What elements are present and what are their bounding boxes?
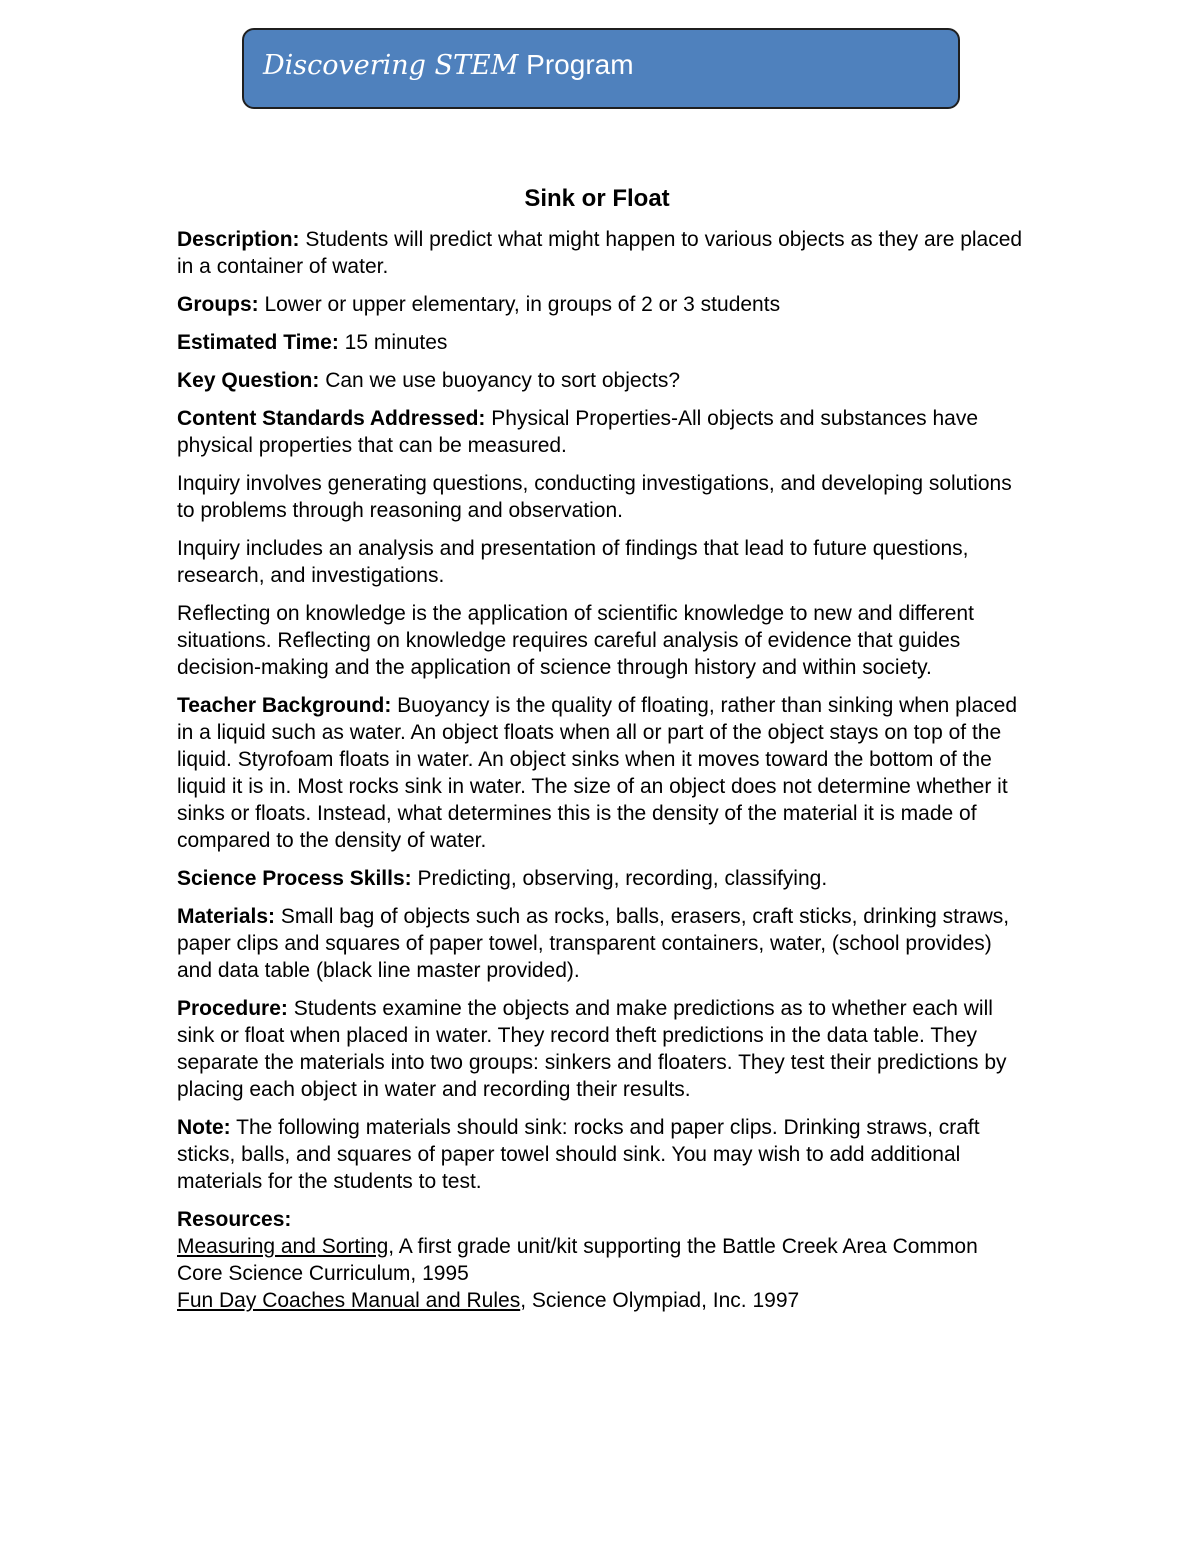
key-question-label: Key Question:: [177, 369, 320, 392]
page-title: Sink or Float: [524, 185, 670, 212]
resource-item: [177, 1233, 1027, 1287]
groups-paragraph: [177, 291, 1027, 318]
note-label: Note:: [177, 1116, 231, 1139]
description-label: Description:: [177, 228, 300, 251]
standards-label: Content Standards Addressed:: [177, 407, 486, 430]
time-paragraph: [177, 329, 1027, 356]
reflecting-paragraph: Reflecting on knowledge is the application of scientific knowledge to new and different situations. Reflecting on knowledge requires careful analysis of evidence that guides decision-making and the application of science through history and within society.: [177, 602, 974, 679]
program-banner: [242, 28, 960, 109]
lesson-document: [177, 184, 1027, 1314]
groups-text: Lower or upper elementary, in groups of 2 or 3 students: [258, 293, 781, 316]
standards-text: Physical Properties-All objects and substances have physical properties that can be measured.: [177, 407, 979, 457]
program-name: [263, 48, 634, 82]
resource-title: Fun Day Coaches Manual and Rules: [177, 1289, 521, 1312]
materials-text: Small bag of objects such as rocks, balls, erasers, craft sticks, drinking straws, paper clips and squares of paper towel, transparent containers, water, (school provides) and data table (black line master provided).: [177, 905, 1010, 982]
resources-section: [177, 1206, 1027, 1314]
procedure-label: Procedure:: [177, 997, 288, 1020]
resource-item: [177, 1287, 1027, 1314]
description-text: Students will predict what might happen to various objects as they are placed in a container of water.: [177, 228, 1023, 278]
note-paragraph: [177, 1114, 1027, 1195]
program-name-plain: Program: [518, 49, 634, 80]
resource-details: , A first grade unit/kit supporting the Battle Creek Area Common Core Science Curriculum, 1995: [177, 1235, 978, 1285]
description-paragraph: [177, 226, 1027, 280]
background-paragraph: [177, 692, 1027, 854]
standards-paragraph: [177, 405, 1027, 459]
time-label: Estimated Time:: [177, 331, 339, 354]
inquiry-paragraph-1: Inquiry involves generating questions, conducting investigations, and developing solutions to problems through reasoning and observation.: [177, 472, 1012, 522]
skills-paragraph: [177, 865, 1027, 892]
inquiry-paragraph-2: Inquiry includes an analysis and presentation of findings that lead to future questions, research, and investigations.: [177, 537, 969, 587]
time-text: 15 minutes: [338, 331, 448, 354]
materials-label: Materials:: [177, 905, 276, 928]
key-question-paragraph: [177, 367, 1027, 394]
program-name-italic: Discovering STEM: [263, 50, 519, 81]
resource-title: Measuring and Sorting: [177, 1235, 389, 1258]
skills-text: Predicting, observing, recording, classifying.: [411, 867, 828, 890]
resource-details: , Science Olympiad, Inc. 1997: [520, 1289, 800, 1312]
groups-label: Groups:: [177, 293, 259, 316]
materials-paragraph: [177, 903, 1027, 984]
note-text: The following materials should sink: rocks and paper clips. Drinking straws, craft sticks, balls, and squares of paper towel should sink. You may wish to add additional materials for the students to test.: [177, 1116, 980, 1193]
background-label: Teacher Background:: [177, 694, 392, 717]
key-question-text: Can we use buoyancy to sort objects?: [319, 369, 681, 392]
procedure-text: Students examine the objects and make predictions as to whether each will sink or float when placed in water. They record theft predictions in the data table. They separate the materials into two groups: sinkers and floaters. They test their predictions by placing each object in water and recording their results.: [177, 997, 1007, 1101]
resources-label: Resources:: [177, 1208, 292, 1231]
background-text: Buoyancy is the quality of floating, rather than sinking when placed in a liquid such as water. An object floats when all or part of the object stays on top of the liquid. Styrofoam floats in water. An object sinks when it moves toward the bottom of the liquid it is in. Most rocks sink in water. The size of an object does not determine whether it sinks or floats. Instead, what determines this is the density of the material it is made of compared to the density of water.: [177, 694, 1018, 852]
skills-label: Science Process Skills:: [177, 867, 412, 890]
procedure-paragraph: [177, 995, 1027, 1103]
